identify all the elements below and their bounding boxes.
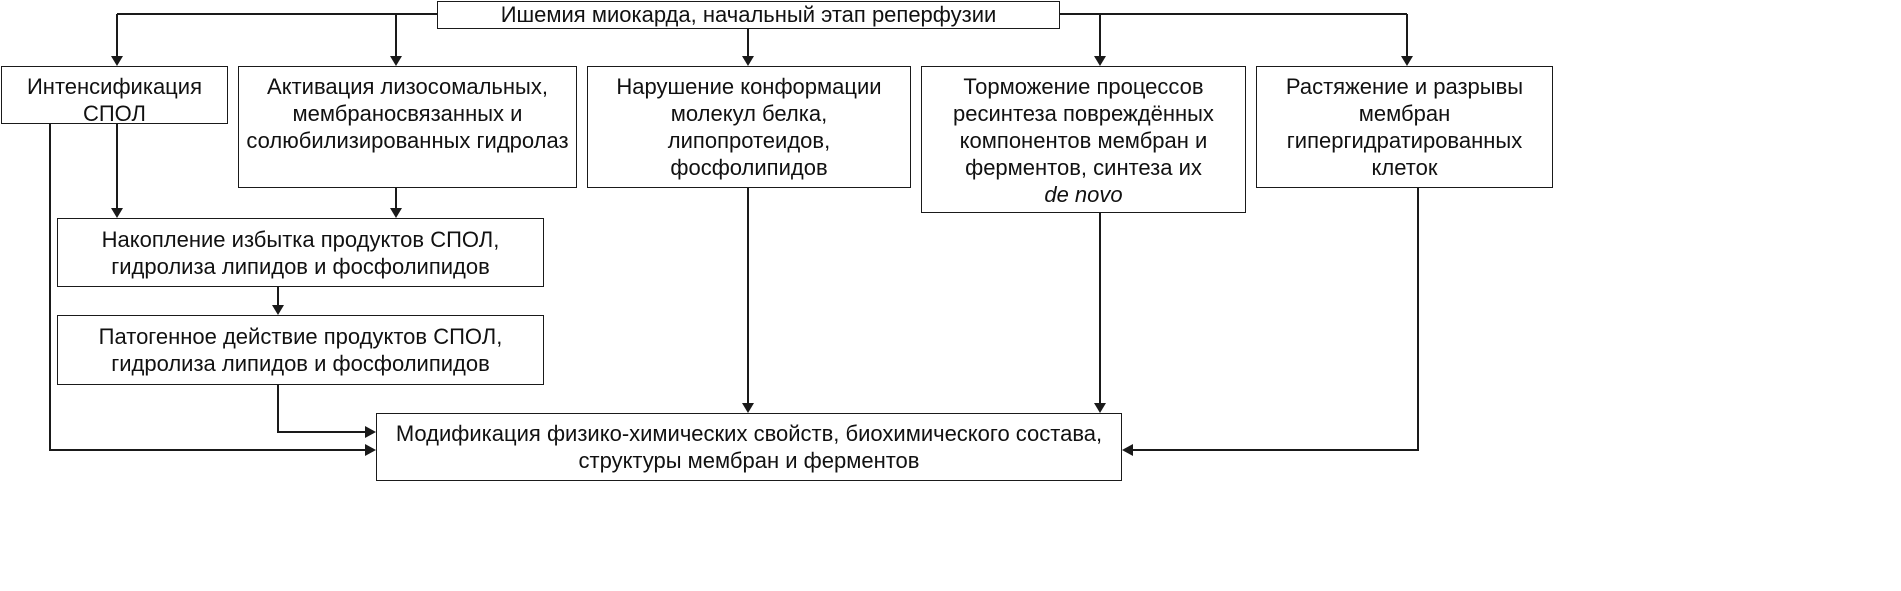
arrowhead (111, 208, 123, 218)
arrowhead (1094, 56, 1106, 66)
resynthesis-inhibition-text (928, 73, 1239, 208)
membrane-stretching-label: Растяжение и разрывы мембран гипергидратированных клеток (1285, 74, 1524, 180)
arrowhead (1122, 444, 1133, 456)
resynthesis-inhibition-box (921, 66, 1246, 213)
arrowhead (1401, 56, 1413, 66)
pathogenic-action-box (57, 315, 544, 385)
spol-intensification-box (1, 66, 228, 124)
arrowhead (390, 56, 402, 66)
accumulation-label: Накопление избытка продуктов СПОЛ, гидролиза липидов и фосфолипидов (101, 226, 500, 279)
ischemia-root-box (437, 1, 1060, 29)
arrowhead (390, 208, 402, 218)
conformation-disruption-label: Нарушение конформации молекул белка, липопротеидов, фосфолипидов (616, 74, 882, 180)
spol-intensification-label: Интенсификация СПОЛ (26, 74, 202, 126)
connector-stretching-modification (1133, 188, 1418, 450)
arrowhead (272, 305, 284, 315)
arrowhead (365, 444, 376, 456)
de-novo-label: de novo (1044, 182, 1123, 207)
connector-pathogenic-modification (278, 385, 365, 432)
arrowhead (1094, 403, 1106, 413)
membrane-stretching-box (1256, 66, 1553, 188)
ischemia-root-label: Ишемия миокарда, начальный этап реперфузии (500, 2, 997, 27)
conformation-disruption-box (587, 66, 911, 188)
pathogenic-action-label: Патогенное действие продуктов СПОЛ, гидролиза липидов и фосфолипидов (98, 324, 503, 376)
hydrolases-activation-label: Активация лизосомальных, мембраносвязанных и солюбилизированных гидролаз (246, 74, 569, 153)
modification-label: Модификация физико-химических свойств, биохимического состава, структуры мембран и ферментов (395, 421, 1103, 473)
arrowhead (742, 403, 754, 413)
resynthesis-inhibition-label: Торможение процессов ресинтеза повреждённых компонентов мембран и ферментов, синтеза их (953, 74, 1214, 180)
hydrolases-activation-box (238, 66, 577, 188)
arrowhead (111, 56, 123, 66)
accumulation-box (57, 218, 544, 287)
arrowhead (365, 426, 376, 438)
modification-box (376, 413, 1122, 481)
arrowhead (742, 56, 754, 66)
